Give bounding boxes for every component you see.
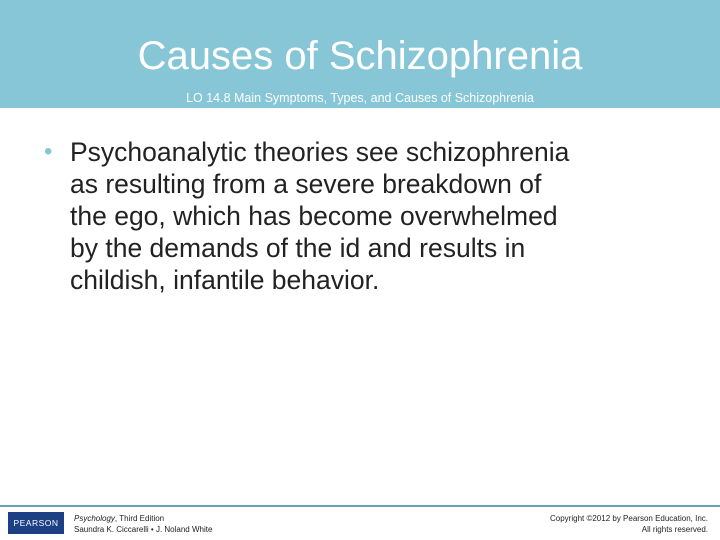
footer-book-info [74,513,212,535]
bullet-line-5: childish, infantile behavior. [70,265,380,295]
slide-title: Causes of Schizophrenia [137,34,583,78]
footer-divider [0,505,720,507]
slide-header [0,0,720,108]
bullet-line-2: as resulting from a severe breakdown of [70,169,542,199]
bullet-dot-icon: • [44,138,53,165]
learning-objective: LO 14.8 Main Symptoms, Types, and Causes of Schizophrenia [186,91,534,105]
bullet-line-1: Psychoanalytic theories see schizophrenia [70,137,570,167]
bullet-item [44,136,694,296]
copyright-line-1: Copyright ©2012 by Pearson Education, Inc. [550,514,708,523]
bullet-line-4: by the demands of the id and results in [70,233,526,263]
book-edition: , Third Edition [114,514,165,523]
bullet-list [44,136,694,296]
copyright-line-2: All rights reserved. [641,525,708,534]
book-authors: Saundra K. Ciccarelli • J. Noland White [74,525,213,534]
bullet-line-3: the ego, which has become overwhelmed [70,201,558,231]
footer-copyright [550,513,708,535]
book-title: Psychology [74,514,115,523]
pearson-logo: PEARSON [8,512,64,534]
